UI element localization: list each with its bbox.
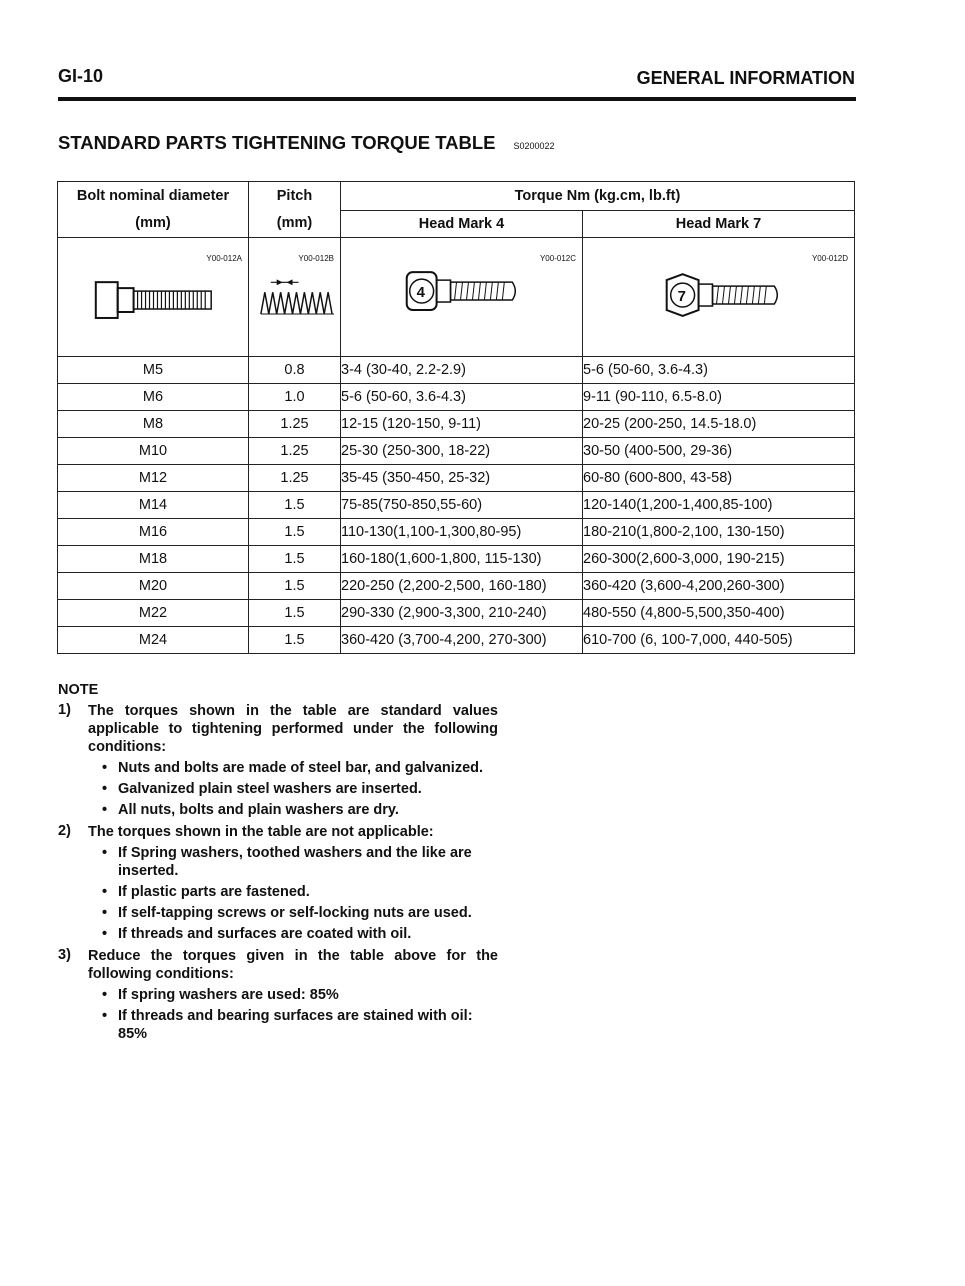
bolt-size-cell: M20 xyxy=(58,573,249,600)
head-mark-7-torque-cell: 120-140(1,200-1,400,85-100) xyxy=(583,492,855,519)
bullet-text: If Spring washers, toothed washers and the like are inserted. xyxy=(118,845,472,879)
note-bullet xyxy=(102,1007,498,1043)
bolt-size-cell: M10 xyxy=(58,438,249,465)
bolt-size-cell: M14 xyxy=(58,492,249,519)
bullet-text: If threads and bearing surfaces are stained with oil: 85% xyxy=(118,1008,473,1042)
section-title: GENERAL INFORMATION xyxy=(636,68,855,88)
thread-pitch-icon xyxy=(249,268,340,354)
head-mark-7-torque-cell: 260-300(2,600-3,000, 190-215) xyxy=(583,546,855,573)
note-bullet xyxy=(102,844,498,880)
bullet-icon: • xyxy=(102,884,108,900)
bolt-size-cell: M6 xyxy=(58,384,249,411)
note-bullet xyxy=(102,883,498,901)
pitch-cell: 1.5 xyxy=(249,573,341,600)
pitch-cell: 1.25 xyxy=(249,411,341,438)
head-mark-7-torque-cell: 60-80 (600-800, 43-58) xyxy=(583,465,855,492)
note-bullet xyxy=(102,925,498,943)
bolt-size-cell: M8 xyxy=(58,411,249,438)
note-number: 3) xyxy=(58,947,71,963)
table-row xyxy=(58,438,855,465)
note-text: The torques shown in the table are standard values applicable to tightening performed under the following conditions: xyxy=(88,703,498,755)
head-mark-4-torque-cell: 5-6 (50-60, 3.6-4.3) xyxy=(341,384,583,411)
head-mark-4-torque-cell: 290-330 (2,900-3,300, 210-240) xyxy=(341,600,583,627)
header-bolt-line1: Bolt nominal diameter xyxy=(76,187,230,204)
note-bullet xyxy=(102,759,498,777)
head-mark-4-torque-cell: 25-30 (250-300, 18-22) xyxy=(341,438,583,465)
image-code: Y00-012B xyxy=(298,254,334,263)
bullet-icon: • xyxy=(102,1008,108,1024)
table-row xyxy=(58,573,855,600)
note-bullet xyxy=(102,904,498,922)
pitch-cell: 1.25 xyxy=(249,465,341,492)
bullet-text: If threads and surfaces are coated with oil. xyxy=(118,926,412,942)
header-bolt-line2: (mm) xyxy=(135,215,171,232)
pitch-cell: 1.25 xyxy=(249,438,341,465)
head-mark-4-torque-cell: 3-4 (30-40, 2.2-2.9) xyxy=(341,357,583,384)
note-bullet xyxy=(102,801,498,819)
bullet-icon: • xyxy=(102,845,108,861)
note-bullet xyxy=(102,986,498,1004)
note-text: The torques shown in the table are not applicable: xyxy=(88,824,434,840)
title-row xyxy=(58,132,555,154)
torque-table xyxy=(57,181,855,654)
torque-table-body xyxy=(58,357,855,654)
head-mark-4-torque-cell: 75-85(750-850,55-60) xyxy=(341,492,583,519)
header-bolt-diameter xyxy=(58,182,249,238)
svg-text:7: 7 xyxy=(677,288,686,306)
bullet-icon: • xyxy=(102,781,108,797)
head-mark-4-image-cell xyxy=(341,238,583,357)
bullet-text: If plastic parts are fastened. xyxy=(118,884,310,900)
pitch-cell: 1.5 xyxy=(249,600,341,627)
note-number: 2) xyxy=(58,823,71,839)
bolt-head-mark-4-icon xyxy=(341,268,582,354)
header-torque: Torque Nm (kg.cm, lb.ft) xyxy=(341,182,855,211)
header-head-mark-7: Head Mark 7 xyxy=(583,211,855,238)
head-mark-7-torque-cell: 610-700 (6, 100-7,000, 440-505) xyxy=(583,627,855,654)
bolt-size-cell: M18 xyxy=(58,546,249,573)
image-code: Y00-012A xyxy=(206,254,242,263)
table-row xyxy=(58,384,855,411)
bullet-icon: • xyxy=(102,987,108,1003)
table-row xyxy=(58,492,855,519)
header-pitch-line2: (mm) xyxy=(276,215,313,232)
head-mark-7-torque-cell: 180-210(1,800-2,100, 130-150) xyxy=(583,519,855,546)
header-pitch-line1: Pitch xyxy=(276,187,313,204)
title-code: S0200022 xyxy=(513,141,555,151)
head-mark-7-torque-cell: 9-11 (90-110, 6.5-8.0) xyxy=(583,384,855,411)
note-number: 1) xyxy=(58,702,71,718)
bolt-size-cell: M22 xyxy=(58,600,249,627)
note-item xyxy=(58,947,498,983)
head-mark-4-torque-cell: 110-130(1,100-1,300,80-95) xyxy=(341,519,583,546)
page-number: GI-10 xyxy=(58,66,104,86)
bullet-text: Galvanized plain steel washers are inserted. xyxy=(118,781,422,797)
bullet-icon: • xyxy=(102,760,108,776)
table-row xyxy=(58,546,855,573)
bolt-image-cell xyxy=(58,238,249,357)
note-bullet-list xyxy=(102,844,498,943)
svg-text:4: 4 xyxy=(416,284,425,302)
header-pitch xyxy=(249,182,341,238)
bolt-size-cell: M5 xyxy=(58,357,249,384)
table-row xyxy=(58,519,855,546)
header-head-mark-4: Head Mark 4 xyxy=(341,211,583,238)
bullet-text: If self-tapping screws or self-locking nuts are used. xyxy=(118,905,472,921)
head-mark-4-torque-cell: 220-250 (2,200-2,500, 160-180) xyxy=(341,573,583,600)
image-code: Y00-012D xyxy=(811,254,848,263)
pitch-cell: 1.0 xyxy=(249,384,341,411)
note-bullet xyxy=(102,780,498,798)
note-bullet-list xyxy=(102,986,498,1043)
bullet-icon: • xyxy=(102,905,108,921)
bullet-text: All nuts, bolts and plain washers are dry. xyxy=(118,802,399,818)
header-rule xyxy=(58,97,856,101)
bolt-head-mark-7-icon xyxy=(583,268,854,354)
head-mark-7-image-cell xyxy=(583,238,855,357)
head-mark-7-torque-cell: 480-550 (4,800-5,500,350-400) xyxy=(583,600,855,627)
head-mark-7-torque-cell: 360-420 (3,600-4,200,260-300) xyxy=(583,573,855,600)
table-row xyxy=(58,627,855,654)
notes-section xyxy=(58,682,498,1043)
note-item xyxy=(58,823,498,841)
table-row xyxy=(58,600,855,627)
note-item xyxy=(58,702,498,756)
bullet-text: Nuts and bolts are made of steel bar, and galvanized. xyxy=(118,760,484,776)
head-mark-4-torque-cell: 360-420 (3,700-4,200, 270-300) xyxy=(341,627,583,654)
bolt-side-view-icon xyxy=(58,268,248,354)
note-list xyxy=(58,702,498,1043)
pitch-cell: 1.5 xyxy=(249,546,341,573)
bullet-icon: • xyxy=(102,926,108,942)
pitch-cell: 1.5 xyxy=(249,627,341,654)
bolt-size-cell: M16 xyxy=(58,519,249,546)
bullet-text: If spring washers are used: 85% xyxy=(118,987,339,1003)
table-row xyxy=(58,357,855,384)
bolt-size-cell: M24 xyxy=(58,627,249,654)
table-row xyxy=(58,465,855,492)
head-mark-4-torque-cell: 35-45 (350-450, 25-32) xyxy=(341,465,583,492)
head-mark-7-torque-cell: 5-6 (50-60, 3.6-4.3) xyxy=(583,357,855,384)
note-heading: NOTE xyxy=(58,682,99,698)
bullet-icon: • xyxy=(102,802,108,818)
pitch-cell: 0.8 xyxy=(249,357,341,384)
image-code: Y00-012C xyxy=(539,254,576,263)
pitch-image-cell xyxy=(249,238,341,357)
head-mark-4-torque-cell: 12-15 (120-150, 9-11) xyxy=(341,411,583,438)
head-mark-7-torque-cell: 30-50 (400-500, 29-36) xyxy=(583,438,855,465)
pitch-cell: 1.5 xyxy=(249,492,341,519)
note-bullet-list xyxy=(102,759,498,819)
table-row xyxy=(58,411,855,438)
page-title: STANDARD PARTS TIGHTENING TORQUE TABLE xyxy=(58,132,496,153)
head-mark-7-torque-cell: 20-25 (200-250, 14.5-18.0) xyxy=(583,411,855,438)
pitch-cell: 1.5 xyxy=(249,519,341,546)
bolt-size-cell: M12 xyxy=(58,465,249,492)
head-mark-4-torque-cell: 160-180(1,600-1,800, 115-130) xyxy=(341,546,583,573)
note-text: Reduce the torques given in the table above for the following conditions: xyxy=(88,948,498,982)
